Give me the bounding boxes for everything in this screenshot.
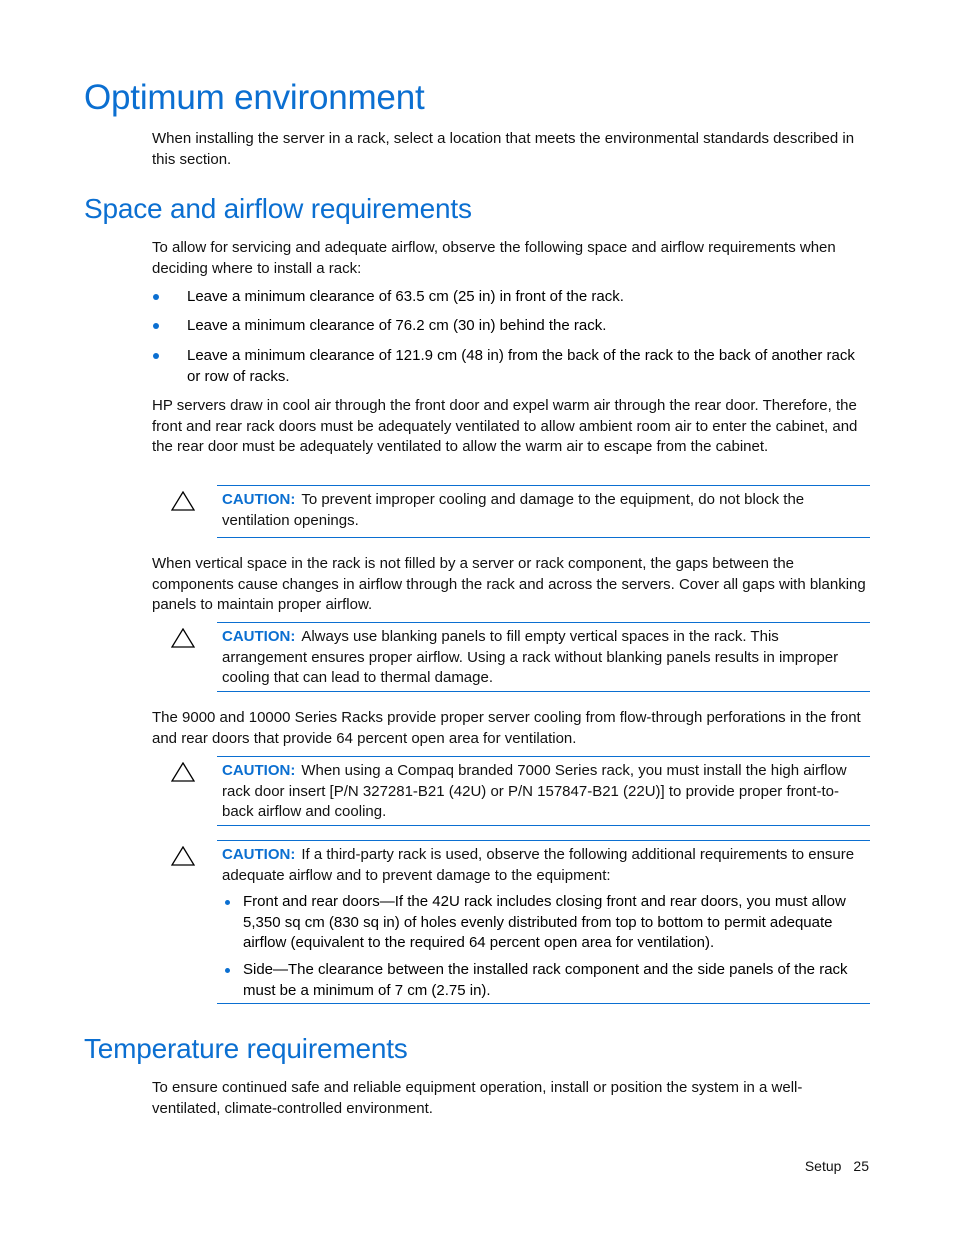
caution-note-4: CAUTION: If a third-party rack is used, observe the following additional requirements to ensure adequate airflow and to prevent damage to the equipment: Front and rear doors—If the 42U rack includes closing front and rear doors, you must allow 5,350 sq cm (830 sq in) of holes evenly distributed from top to bottom to permit adequate airflow (equivalent to the required 64 percent open area for ventilation). Side—The clearance between the installed rack component and the side panels of the rack must be a minimum of 7 cm (2.75 in).	[152, 840, 870, 1005]
section-heading-temperature: Temperature requirements	[84, 1033, 408, 1064]
caution-label: CAUTION:	[222, 846, 296, 863]
caution-label: CAUTION:	[222, 491, 296, 508]
bullet-icon	[225, 968, 230, 973]
caution-triangle-icon	[171, 846, 195, 866]
bullet-icon	[153, 323, 159, 329]
page-number: 25	[853, 1158, 869, 1174]
caution-label: CAUTION:	[222, 762, 296, 779]
bullet-icon	[225, 900, 230, 905]
footer-section: Setup	[804, 1158, 842, 1174]
caution-note-2	[152, 622, 870, 693]
temperature-paragraph: To ensure continued safe and reliable equipment operation, install or position the system in a well-ventilated, climate-controlled environment.	[152, 1079, 803, 1117]
page-footer	[793, 1158, 869, 1174]
space-paragraph-1: To allow for servicing and adequate airflow, observe the following space and airflow requirements when deciding where to install a rack:	[152, 239, 836, 277]
space-paragraph-2: HP servers draw in cool air through the front door and expel warm air through the rear door. Therefore, the front and rear rack doors must be adequately ventilated to allow ambient room air to enter the cabinet, and the rear door must be adequately ventilated to allow the warm air to escape from the cabinet.	[152, 397, 858, 456]
caution-note-3	[152, 756, 870, 827]
bullet-icon	[153, 294, 159, 300]
page-title: Optimum environment	[84, 78, 425, 117]
space-paragraph-3: When vertical space in the rack is not filled by a server or rack component, the gaps between the components cause changes in airflow through the rack and across the servers. Cover all gaps with blanking panels to maintain proper airflow.	[152, 555, 866, 614]
caution-label: CAUTION:	[222, 628, 296, 645]
caution-text: Always use blanking panels to fill empty vertical spaces in the rack. This arrangement ensures proper airflow. Using a rack without blanking panels results in improper cooling that can lead to thermal damage.	[222, 628, 839, 687]
caution-text: To prevent improper cooling and damage to the equipment, do not block the ventilation openings.	[222, 491, 805, 529]
caution-triangle-icon	[171, 491, 195, 511]
intro-paragraph: When installing the server in a rack, select a location that meets the environmental standards described in this section.	[152, 130, 855, 168]
caution-text: If a third-party rack is used, observe the following additional requirements to ensure adequate airflow and to prevent damage to the equipment:	[222, 846, 855, 884]
bullet-icon	[153, 353, 159, 359]
space-paragraph-4: The 9000 and 10000 Series Racks provide proper server cooling from flow-through perforations in the front and rear doors that provide 64 percent open area for ventilation.	[152, 709, 861, 747]
caution-triangle-icon	[171, 762, 195, 782]
caution-text: When using a Compaq branded 7000 Series rack, you must install the high airflow rack door insert [P/N 327281-B21 (42U) or P/N 157847-B21 (22U)] to provide proper front-to-back airflow and cooling.	[222, 762, 847, 821]
caution-note-1	[152, 485, 870, 539]
document-page: Optimum environment When installing the server in a rack, select a location that meets the environmental standards described in this section. Space and airflow requirements To allow for servicing and adequate airflow, observe the following space and airflow requirements when deciding where to install a rack: Leave a minimum clearance of 63.5 cm (25 in) in front of the rack. Leave a minimum clearance of 76.2 cm (30 in) behind the rack. Leave a minimum clearance of 121.9 cm (48 in) from the back of the rack to the back of another rack or row of racks. HP servers draw in cool air through the front door and expel warm air through the rear door. Therefore, the front and rear rack doors must be adequately ventilated to allow ambient room air to enter the cabinet, and the rear door must be adequately ventilated to allow the warm air to escape from the cabinet. CAUTION: To prevent improper cooling and damage to the equipment, do not block the ventilation openings. When vertical space in the rack is not filled by a server or rack component, the gaps between the components cause changes in airflow through the rack and across the servers. Cover all gaps with blanking panels to maintain proper airflow. CAUTION: Always use blanking panels to fill empty vertical spaces in the rack. This arrangement ensures proper airflow. Using a rack without blanking panels results in improper cooling that can lead to thermal damage. The 9000 and 10000 Series Racks provide proper server cooling from flow-through perforations in the front and rear doors that provide 64 percent open area for ventilation. CAUTION: When using a Compaq branded 7000 Series rack, you must install the high airflow rack door insert [P/N 327281-B21 (42U) or P/N 157847-B21 (22U)] to provide proper front-to-back airflow and cooling. CAUTION: If a third-party rack is used, observe the following additional requirements to ensure adequate airflow and to prevent damage to the equipment: Front and rear doors—If the 42U rack includes closing front and rear doors, you must allow 5,350 sq cm (830 sq in) of holes evenly distributed from top to bottom to permit adequate airflow (equivalent to the required 64 percent open area for ventilation). Side—The clearance between the installed rack component and the side panels of the rack must be a minimum of 7 cm (2.75 in). Temperature requirements To ensure continued safe and reliable equipment operation, install or position the system in a well-ventilated, climate-controlled environment. Setup 25	[84, 78, 869, 1174]
section-heading-space: Space and airflow requirements	[84, 193, 472, 224]
caution-triangle-icon	[171, 628, 195, 648]
